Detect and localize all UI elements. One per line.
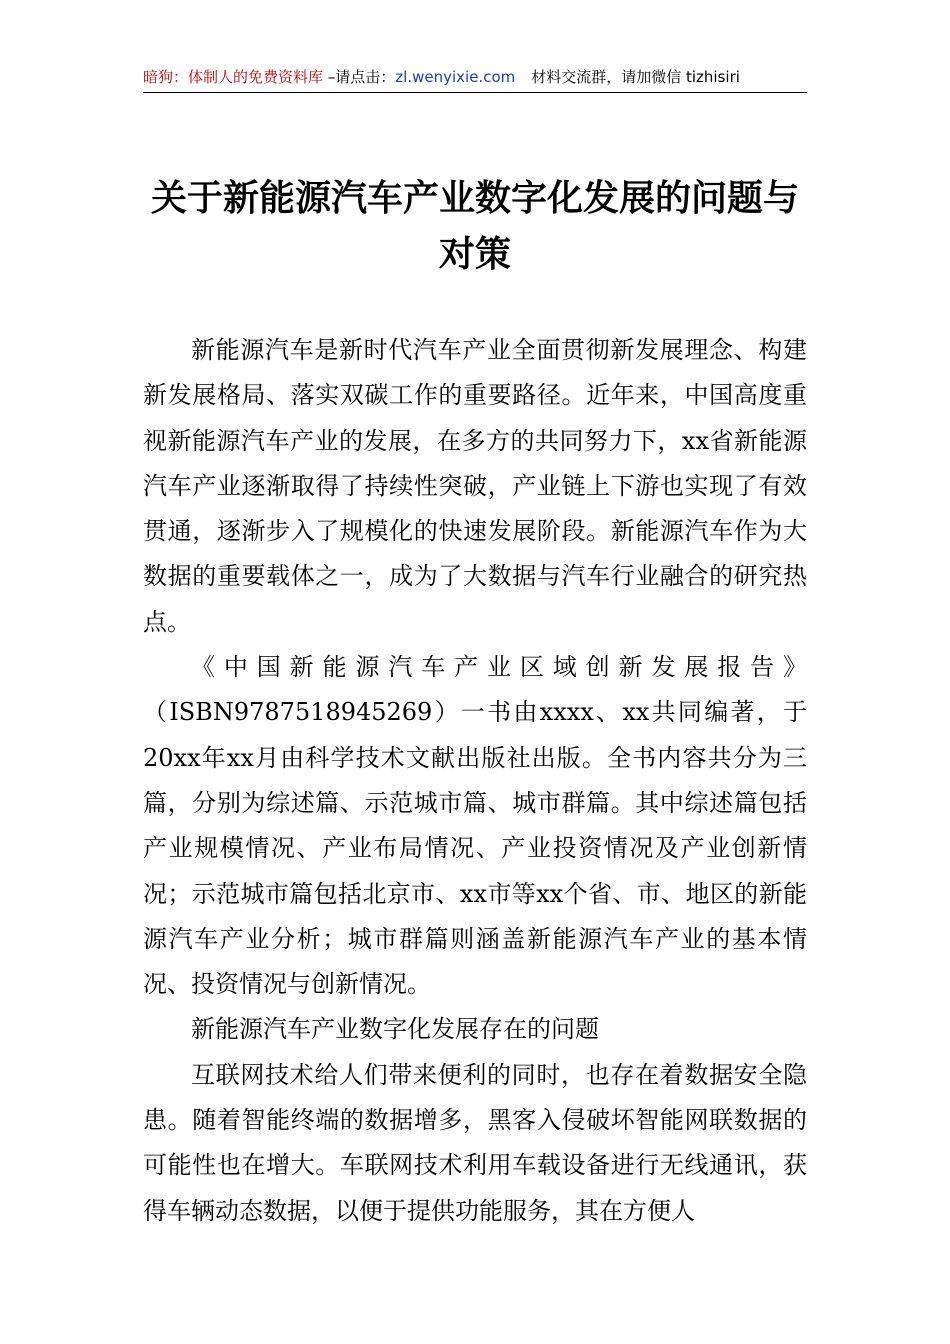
page-header <box>143 62 807 93</box>
paragraph-book: 《中国新能源汽车产业区域创新发展报告》（ISBN9787518945269）一书由xxxx、xx共同编著，于20xx年xx月由科学技术文献出版社出版。全书内容共分为三篇，分别为综述篇、示范城市篇、城市群篇。其中综述篇包括产业规模情况、产业布局情况、产业投资情况及产业创新情况；示范城市篇包括北京市、xx市等xx个省、市、地区的新能源汽车产业分析；城市群篇则涵盖新能源汽车产业的基本情况、投资情况与创新情况。 <box>143 653 807 999</box>
paragraph-security: 互联网技术给人们带来便利的同时，也存在着数据安全隐患。随着智能终端的数据增多，黑客入侵破坏智能网联数据的可能性也在增大。车联网技术利用车载设备进行无线通讯，获得车辆动态数据，以便于提供功能服务，其在方便人 <box>143 1060 807 1225</box>
header-wechat-note: 材料交流群，请加微信 tizhisiri <box>531 68 740 86</box>
document-title: 关于新能源汽车产业数字化发展的问题与对策 <box>150 177 799 275</box>
header-brand: 暗狗：体制人的免费资料库 <box>143 68 324 86</box>
section-heading-problems: 新能源汽车产业数字化发展存在的问题 <box>191 1015 599 1044</box>
header-separator: –请点击： <box>323 68 396 86</box>
paragraph-intro: 新能源汽车是新时代汽车产业全面贯彻新发展理念、构建新发展格局、落实双碳工作的重要路径。近年来，中国高度重视新能源汽车产业的发展，在多方的共同努力下，xx省新能源汽车产业逐渐取得了持续性突破，产业链上下游也实现了有效贯通，逐渐步入了规模化的快速发展阶段。新能源汽车作为大数据的重要载体之一，成为了大数据与汽车行业融合的研究热点。 <box>143 336 807 636</box>
document-body <box>143 328 807 1234</box>
header-link[interactable]: zl.wenyixie.com <box>395 68 516 86</box>
